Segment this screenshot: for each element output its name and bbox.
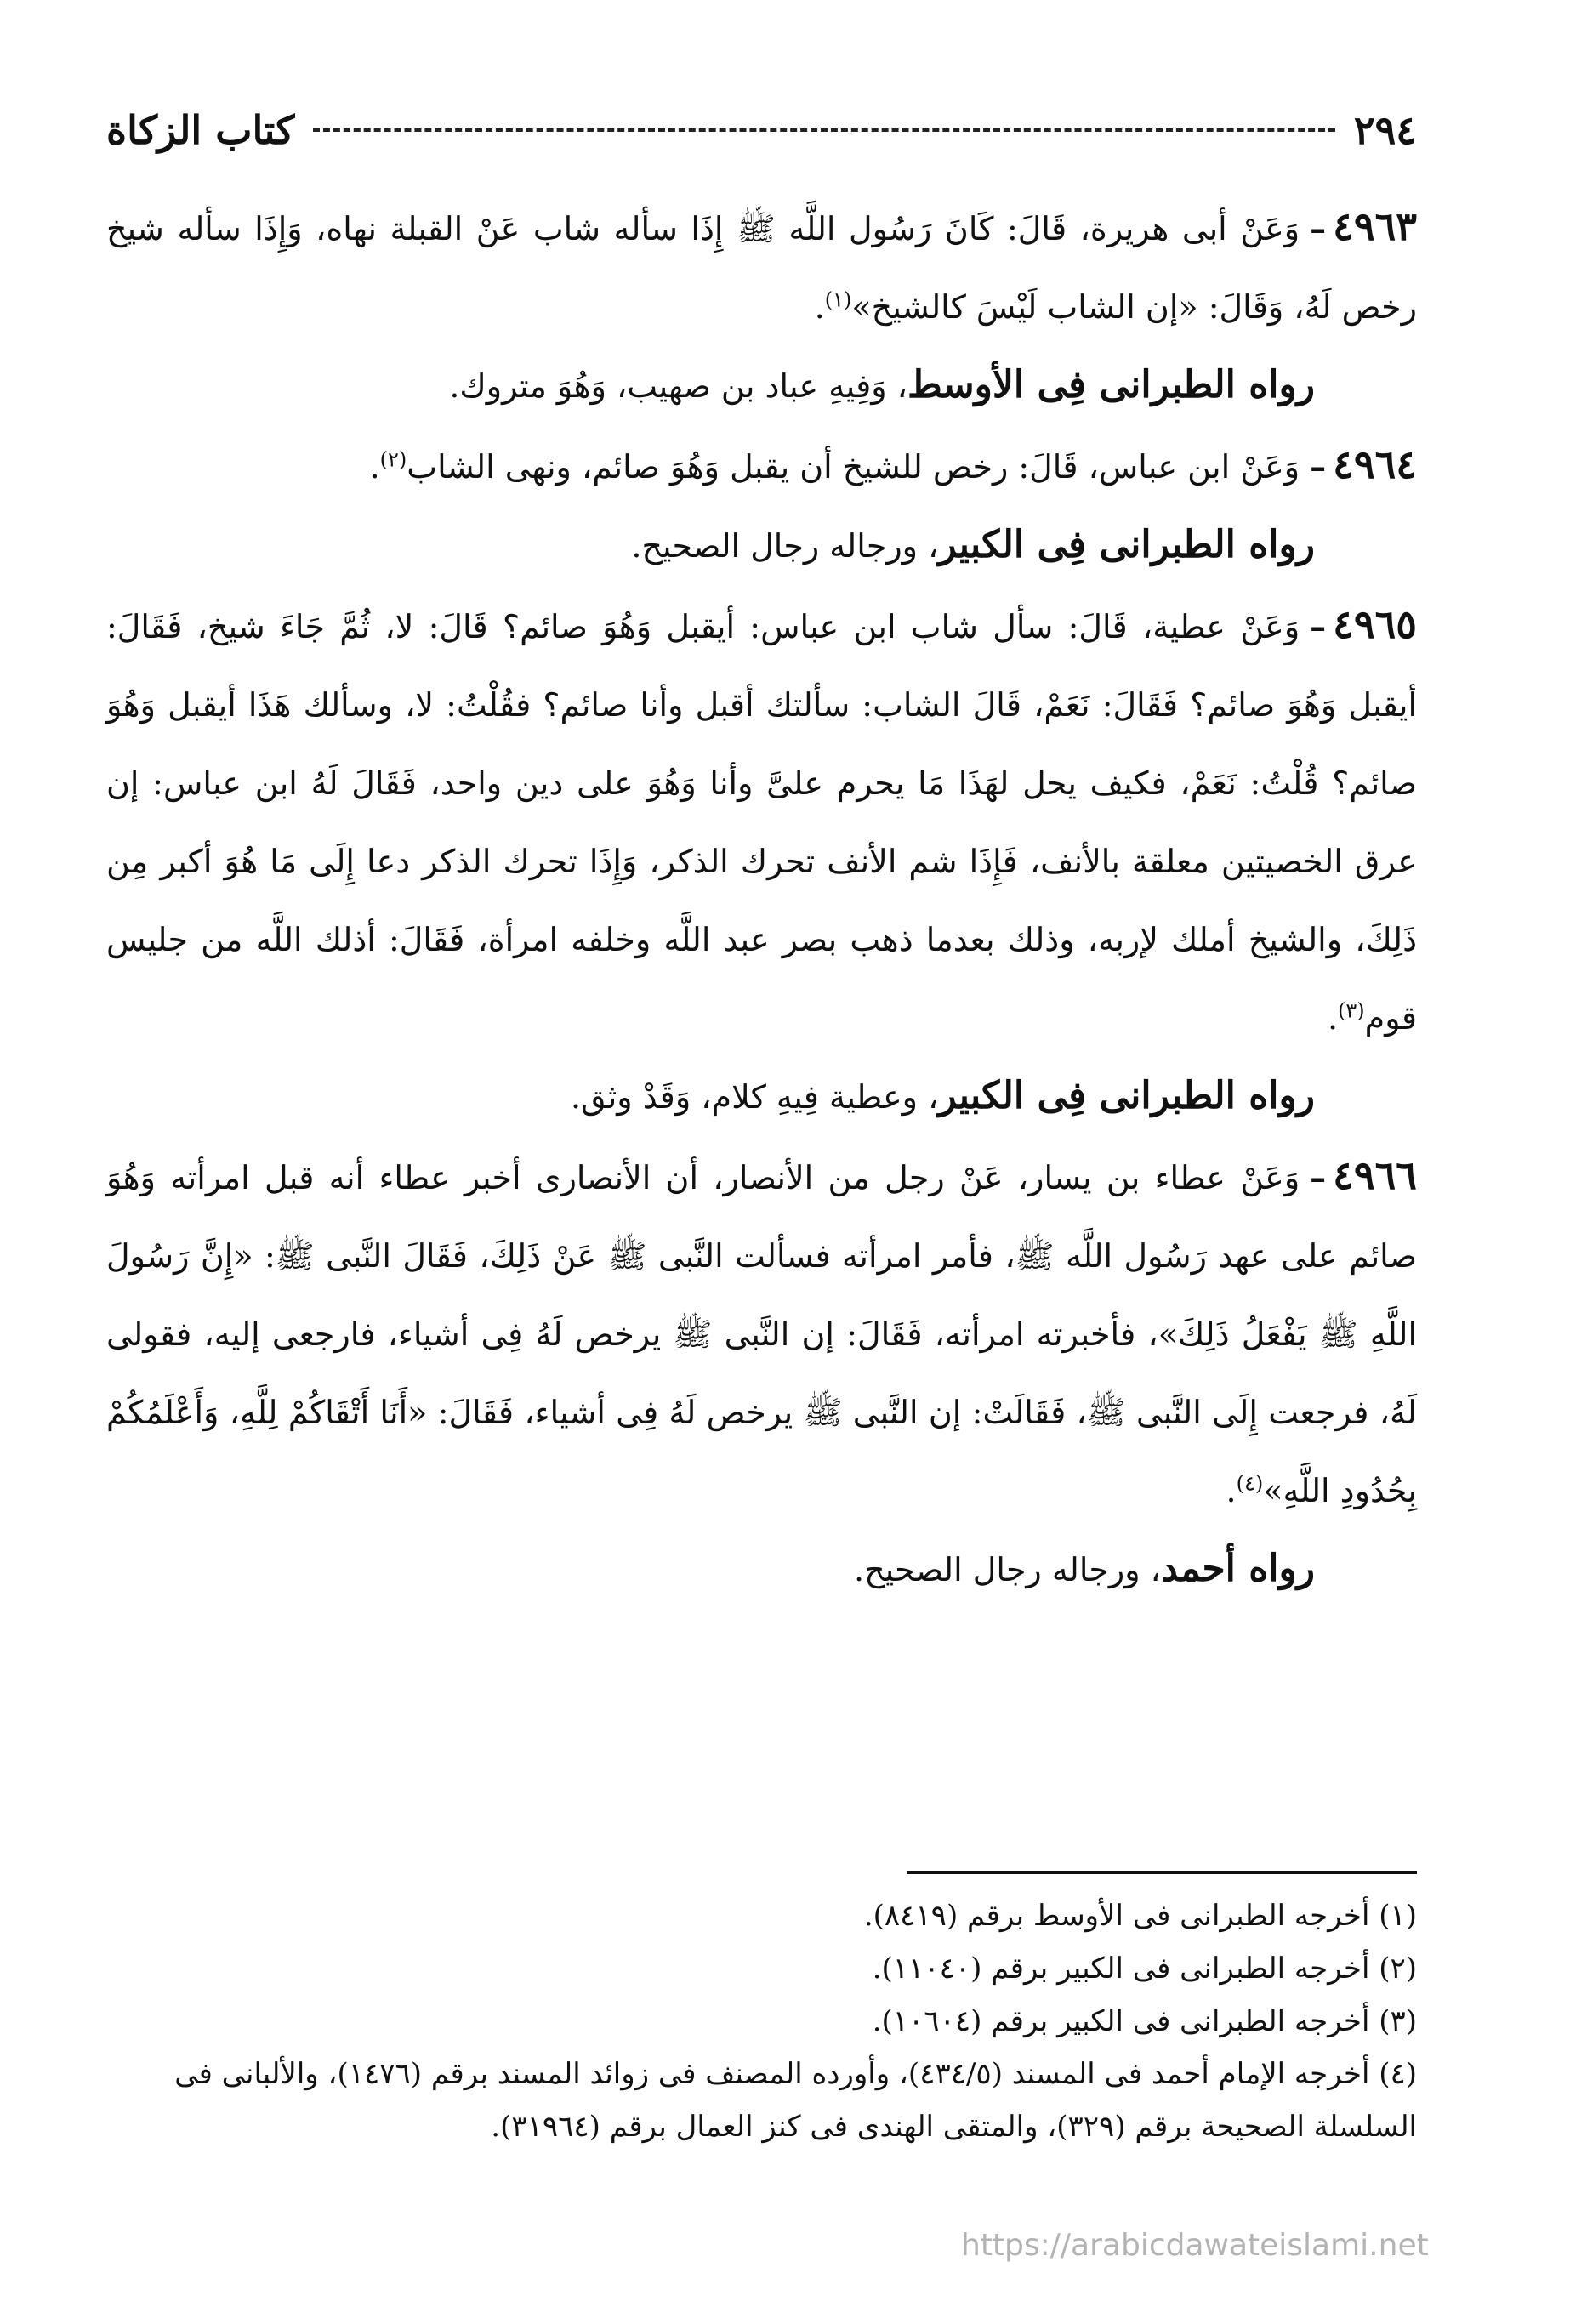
takhrij-text: ، وَفِيهِ عباد بن صهيب، وَهُوَ متروك. [449,367,907,405]
hadith-text: وَعَنْ عطاء بن يسار، عَنْ رجل من الأنصار، أن الأنصارى أخبر عطاء أنه قبل امرأته وَهُوَ صائم على عهد رَسُول اللَّه ﷺ، فأمر امرأته فسألت النَّبى ﷺ عَنْ ذَلِكَ، فَقَالَ النَّبى ﷺ: «إِنَّ رَسُولَ اللَّهِ ﷺ يَفْعَلُ ذَلِكَ»، فأخبرته امرأته، فَقَالَ: إن النَّبى ﷺ يرخص لَهُ فِى أشياء، فارجعى إليه، فقولى لَهُ، فرجعت إِلَى النَّبى ﷺ، فَقَالَتْ: إن النَّبى ﷺ يرخص لَهُ فِى أشياء، فَقَالَ: «أَنَا أَتْقَاكُمْ لِلَّهِ، وَأَعْلَمُكُمْ بِحُدُودِ اللَّهِ» [106,1159,1417,1509]
hadith-number: ٤٩٦٣ [1333,203,1417,249]
takhrij-4964 [106,506,1417,585]
hadith-dash: – [1310,607,1327,645]
hadith-text: وَعَنْ ابن عباس، قَالَ: رخص للشيخ أن يقبل وَهُوَ صائم، ونهى الشاب [407,448,1300,486]
footnote-2: (٢) أخرجه الطبرانى فى الكبير برقم (١١٠٤٠). [872,1952,1417,1986]
hadith-number: ٤٩٦٤ [1333,441,1417,487]
takhrij-4963 [106,346,1417,425]
footnote-ref: (٤) [1236,1471,1264,1496]
hadith-end: . [1327,999,1339,1037]
page-number: ٢٩٤ [1353,107,1417,153]
hadith-number: ٤٩٦٦ [1333,1152,1417,1198]
hadith-end: . [814,288,825,326]
hadith-dash: – [1310,1158,1327,1196]
takhrij-text: ، ورجاله رجال الصحيح. [631,527,939,565]
takhrij-source: رواه أحمد [1160,1547,1315,1590]
footnote-ref: (٣) [1338,998,1365,1023]
takhrij-4965 [106,1057,1417,1136]
hadith-number: ٤٩٦٥ [1333,601,1417,647]
takhrij-source: رواه الطبرانى فِى الكبير [938,523,1315,566]
hadith-end: . [1226,1472,1237,1509]
footnotes-section [106,1871,1417,2153]
hadith-4964 [106,425,1417,506]
takhrij-source: رواه الطبرانى فِى الأوسط [907,363,1315,406]
hadith-4966 [106,1136,1417,1530]
hadith-dash: – [1310,447,1327,486]
footnote-ref: (١) [824,287,852,312]
takhrij-source: رواه الطبرانى فِى الكبير [938,1074,1315,1117]
watermark-url: https://arabicdawateislami.net [961,2228,1429,2263]
main-text [106,187,1417,1609]
running-header [106,100,1417,160]
hadith-text: وَعَنْ عطية، قَالَ: سأل شاب ابن عباس: أيقبل وَهُوَ صائم؟ قَالَ: لا، ثُمَّ جَاءَ شيخ، فَقَالَ: أيقبل وَهُوَ صائم؟ فَقَالَ: نَعَمْ، قَالَ الشاب: سألتك أقبل وأنا صائم؟ فقُلْتُ: لا، وسألك هَذَا أيقبل وَهُوَ صائم؟ قُلْتُ: نَعَمْ، فكيف يحل لهَذَا مَا يحرم علىَّ وأنا وَهُوَ على دين واحد، فَقَالَ لَهُ ابن عباس: إن عرق الخصيتين معلقة بالأنف، فَإِذَا شم الأنف تحرك الذكر، وَإِذَا تحرك الذكر دعا إِلَى مَا هُوَ أكبر مِن ذَلِكَ، والشيخ أملك لإربه، وذلك بعدما ذهب بصر عبد اللَّه وخلفه امرأة، فَقَالَ: أذلك اللَّه من جليس قوم [106,608,1417,1037]
hadith-4965 [106,585,1417,1057]
takhrij-text: ، وعطية فِيهِ كلام، وَقَدْ وثق. [570,1078,939,1116]
footnote-rule [907,1871,1417,1874]
hadith-end: . [369,448,380,486]
book-page [106,0,1417,2324]
header-dashed-rule [313,128,1335,132]
takhrij-text: ، ورجاله رجال الصحيح. [853,1551,1161,1588]
hadith-4963 [106,187,1417,346]
hadith-text: وَعَنْ أبى هريرة، قَالَ: كَانَ رَسُول اللَّه ﷺ إِذَا سأله شاب عَنْ القبلة نهاه، وَإِذَا سأله شيخ رخص لَهُ، وَقَالَ: «إن الشاب لَيْسَ كالشيخ» [106,210,1417,326]
footnote-4: (٤) أخرجه الإمام أحمد فى المسند (٤٣٤/٥)، وأورده المصنف فى زوائد المسند برقم (١٤٧٦)، والألبانى فى السلسلة الصحيحة برقم (٣٢٩)، والمتقى الهندى فى كنز العمال برقم (٣١٩٦٤). [174,2057,1417,2144]
footnote-3: (٣) أخرجه الطبرانى فى الكبير برقم (١٠٦٠٤). [872,2004,1417,2038]
hadith-dash: – [1310,209,1327,247]
footnote-1: (١) أخرجه الطبرانى فى الأوسط برقم (٨٤١٩). [863,1899,1417,1933]
book-title: كتاب الزكاة [106,107,295,153]
footnote-ref: (٢) [379,447,407,472]
takhrij-4966 [106,1530,1417,1609]
